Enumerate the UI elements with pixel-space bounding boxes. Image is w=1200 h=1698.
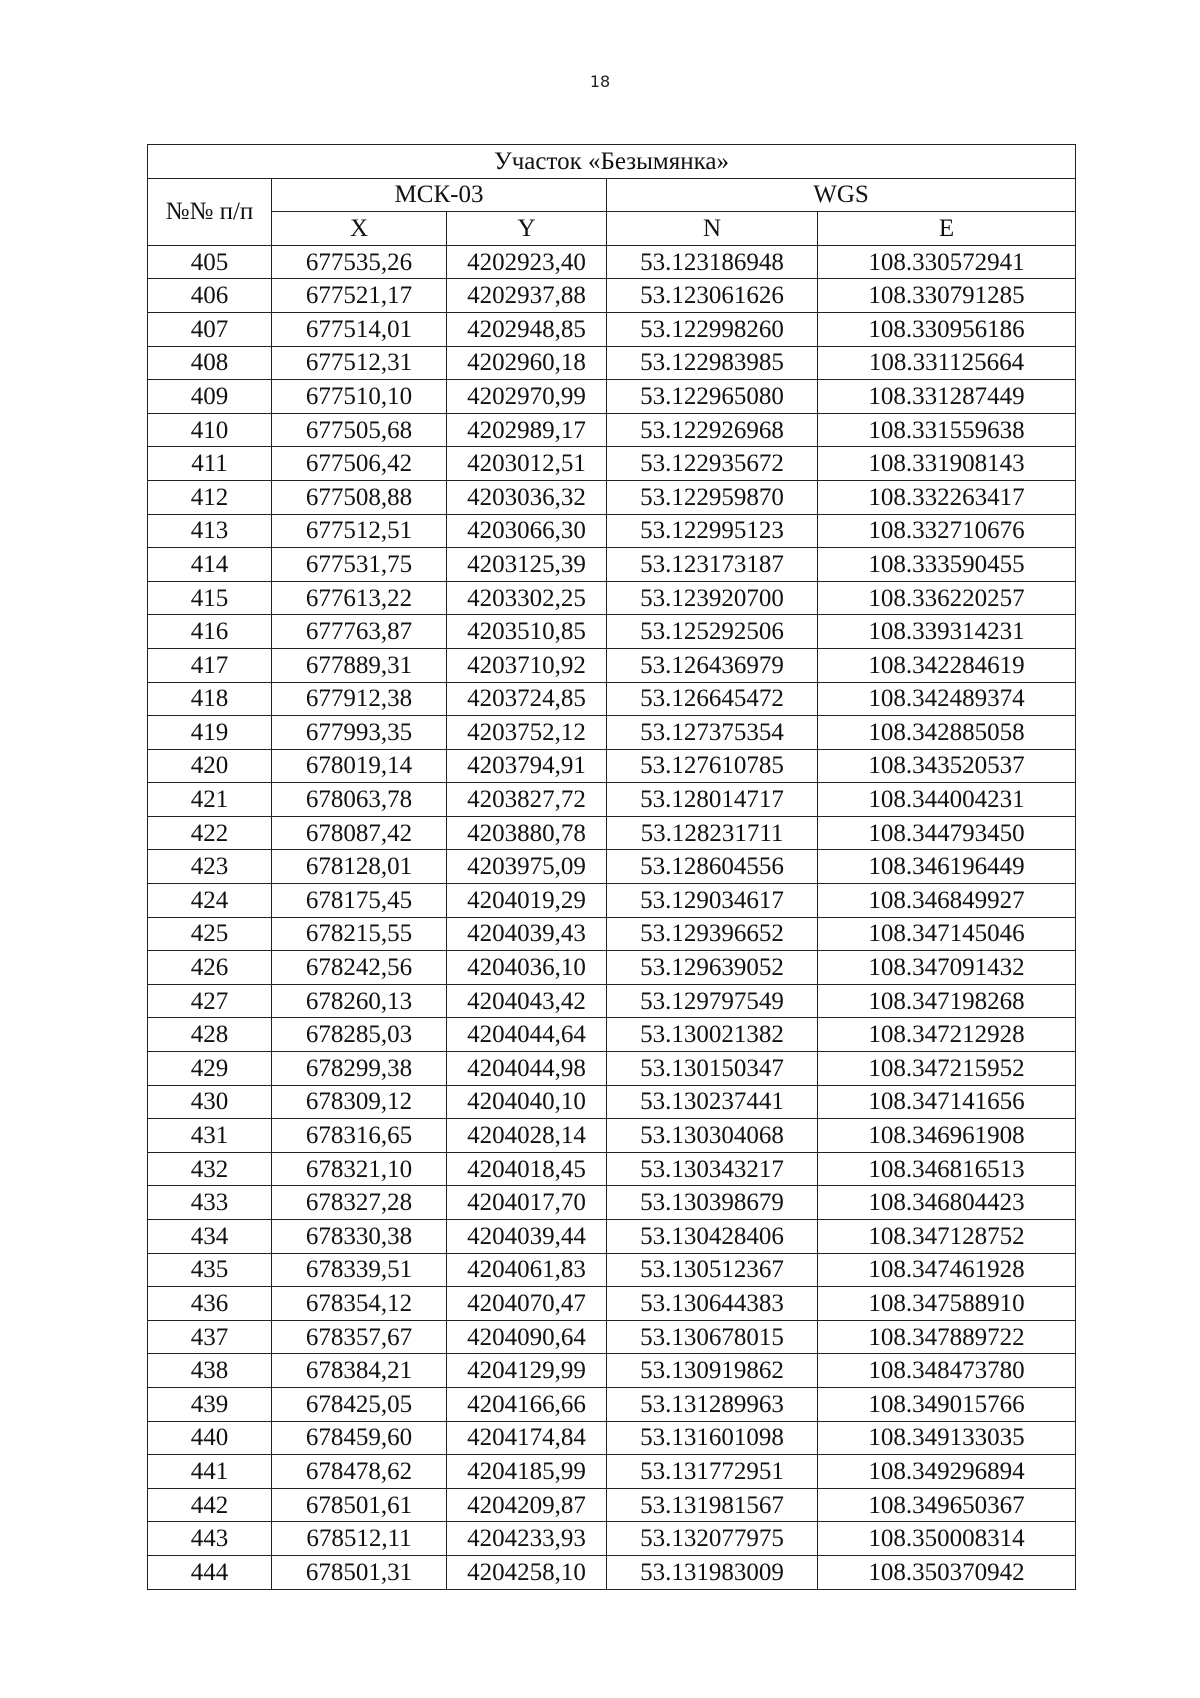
- table-row: [148, 1421, 1076, 1455]
- cell-x: 678215,55: [272, 917, 447, 951]
- cell-e: 108.330956186: [818, 312, 1076, 346]
- cell-n: 53.130512367: [607, 1253, 818, 1287]
- cell-y: 4204258,10: [447, 1555, 607, 1589]
- cell-x: 678512,11: [272, 1522, 447, 1556]
- cell-x: 678285,03: [272, 1018, 447, 1052]
- cell-x: 678459,60: [272, 1421, 447, 1455]
- cell-n: 53.128604556: [607, 850, 818, 884]
- cell-n: 53.125292506: [607, 615, 818, 649]
- cell-y: 4204233,93: [447, 1522, 607, 1556]
- table-body: [148, 245, 1076, 1589]
- table-title: Участок «Безымянка»: [148, 145, 1076, 179]
- cell-n: 53.132077975: [607, 1522, 818, 1556]
- cell-e: 108.349650367: [818, 1488, 1076, 1522]
- cell-e: 108.342284619: [818, 648, 1076, 682]
- cell-num: 415: [148, 581, 272, 615]
- coordinates-table: [147, 144, 1076, 1590]
- cell-y: 4203752,12: [447, 716, 607, 750]
- cell-e: 108.331559638: [818, 413, 1076, 447]
- cell-x: 678327,28: [272, 1186, 447, 1220]
- table-row: [148, 1085, 1076, 1119]
- cell-num: 430: [148, 1085, 272, 1119]
- table-row: [148, 917, 1076, 951]
- cell-x: 677508,88: [272, 480, 447, 514]
- cell-y: 4204043,42: [447, 984, 607, 1018]
- table-row: [148, 581, 1076, 615]
- cell-n: 53.127610785: [607, 749, 818, 783]
- cell-num: 443: [148, 1522, 272, 1556]
- cell-e: 108.342489374: [818, 682, 1076, 716]
- cell-n: 53.122926968: [607, 413, 818, 447]
- cell-x: 678309,12: [272, 1085, 447, 1119]
- cell-num: 427: [148, 984, 272, 1018]
- cell-n: 53.122995123: [607, 514, 818, 548]
- cell-n: 53.126645472: [607, 682, 818, 716]
- cell-e: 108.350370942: [818, 1555, 1076, 1589]
- cell-e: 108.347461928: [818, 1253, 1076, 1287]
- cell-y: 4204129,99: [447, 1354, 607, 1388]
- cell-n: 53.130428406: [607, 1220, 818, 1254]
- table-row: [148, 1186, 1076, 1220]
- table-row: [148, 682, 1076, 716]
- cell-e: 108.346804423: [818, 1186, 1076, 1220]
- page-number: 18: [589, 72, 611, 91]
- cell-n: 53.130398679: [607, 1186, 818, 1220]
- cell-n: 53.130644383: [607, 1287, 818, 1321]
- cell-e: 108.347198268: [818, 984, 1076, 1018]
- table-row: [148, 783, 1076, 817]
- cell-e: 108.348473780: [818, 1354, 1076, 1388]
- cell-e: 108.336220257: [818, 581, 1076, 615]
- cell-num: 416: [148, 615, 272, 649]
- cell-e: 108.347128752: [818, 1220, 1076, 1254]
- header-msk-group: МСК-03: [272, 178, 607, 212]
- cell-num: 413: [148, 514, 272, 548]
- cell-n: 53.130919862: [607, 1354, 818, 1388]
- table-row: [148, 1253, 1076, 1287]
- cell-x: 678128,01: [272, 850, 447, 884]
- table-row: [148, 1119, 1076, 1153]
- cell-num: 437: [148, 1320, 272, 1354]
- cell-x: 678242,56: [272, 951, 447, 985]
- cell-y: 4204061,83: [447, 1253, 607, 1287]
- cell-e: 108.346849927: [818, 884, 1076, 918]
- cell-n: 53.130343217: [607, 1152, 818, 1186]
- table-row: [148, 346, 1076, 380]
- cell-y: 4204185,99: [447, 1455, 607, 1489]
- cell-e: 108.346196449: [818, 850, 1076, 884]
- cell-x: 678384,21: [272, 1354, 447, 1388]
- cell-num: 434: [148, 1220, 272, 1254]
- cell-n: 53.130304068: [607, 1119, 818, 1153]
- cell-x: 678019,14: [272, 749, 447, 783]
- cell-n: 53.122935672: [607, 447, 818, 481]
- cell-y: 4202960,18: [447, 346, 607, 380]
- cell-e: 108.349015766: [818, 1387, 1076, 1421]
- cell-y: 4204040,10: [447, 1085, 607, 1119]
- cell-num: 425: [148, 917, 272, 951]
- cell-y: 4203066,30: [447, 514, 607, 548]
- cell-y: 4204039,43: [447, 917, 607, 951]
- cell-num: 424: [148, 884, 272, 918]
- cell-y: 4204044,64: [447, 1018, 607, 1052]
- cell-x: 678501,31: [272, 1555, 447, 1589]
- cell-y: 4204018,45: [447, 1152, 607, 1186]
- table-row: [148, 413, 1076, 447]
- cell-n: 53.122959870: [607, 480, 818, 514]
- cell-n: 53.128231711: [607, 816, 818, 850]
- cell-n: 53.130678015: [607, 1320, 818, 1354]
- table-row: [148, 1220, 1076, 1254]
- cell-x: 678260,13: [272, 984, 447, 1018]
- cell-x: 677512,51: [272, 514, 447, 548]
- cell-e: 108.349133035: [818, 1421, 1076, 1455]
- cell-num: 419: [148, 716, 272, 750]
- cell-n: 53.129797549: [607, 984, 818, 1018]
- cell-x: 678175,45: [272, 884, 447, 918]
- cell-e: 108.347091432: [818, 951, 1076, 985]
- cell-num: 418: [148, 682, 272, 716]
- cell-num: 440: [148, 1421, 272, 1455]
- cell-y: 4203510,85: [447, 615, 607, 649]
- table-row: [148, 480, 1076, 514]
- cell-y: 4203012,51: [447, 447, 607, 481]
- cell-e: 108.346816513: [818, 1152, 1076, 1186]
- table-row: [148, 447, 1076, 481]
- cell-num: 435: [148, 1253, 272, 1287]
- cell-e: 108.331125664: [818, 346, 1076, 380]
- cell-n: 53.123920700: [607, 581, 818, 615]
- cell-x: 678354,12: [272, 1287, 447, 1321]
- cell-e: 108.347889722: [818, 1320, 1076, 1354]
- table-row: [148, 951, 1076, 985]
- header-y: Y: [447, 212, 607, 246]
- cell-num: 409: [148, 380, 272, 414]
- cell-e: 108.349296894: [818, 1455, 1076, 1489]
- cell-y: 4203302,25: [447, 581, 607, 615]
- cell-y: 4203036,32: [447, 480, 607, 514]
- cell-x: 677613,22: [272, 581, 447, 615]
- cell-x: 677512,31: [272, 346, 447, 380]
- table-row: [148, 1287, 1076, 1321]
- cell-y: 4204174,84: [447, 1421, 607, 1455]
- cell-x: 678316,65: [272, 1119, 447, 1153]
- cell-e: 108.344793450: [818, 816, 1076, 850]
- cell-x: 677535,26: [272, 245, 447, 279]
- header-e: E: [818, 212, 1076, 246]
- table-row: [148, 1455, 1076, 1489]
- table-row: [148, 816, 1076, 850]
- cell-num: 426: [148, 951, 272, 985]
- cell-num: 411: [148, 447, 272, 481]
- cell-num: 423: [148, 850, 272, 884]
- cell-e: 108.343520537: [818, 749, 1076, 783]
- cell-y: 4202989,17: [447, 413, 607, 447]
- cell-y: 4202937,88: [447, 279, 607, 313]
- cell-e: 108.350008314: [818, 1522, 1076, 1556]
- table-row: [148, 984, 1076, 1018]
- table-row: [148, 850, 1076, 884]
- table-row: [148, 1018, 1076, 1052]
- cell-num: 414: [148, 548, 272, 582]
- cell-e: 108.332710676: [818, 514, 1076, 548]
- cell-y: 4203880,78: [447, 816, 607, 850]
- cell-n: 53.123173187: [607, 548, 818, 582]
- table-row: [148, 1152, 1076, 1186]
- cell-num: 433: [148, 1186, 272, 1220]
- cell-e: 108.330572941: [818, 245, 1076, 279]
- cell-num: 441: [148, 1455, 272, 1489]
- table-row: [148, 514, 1076, 548]
- cell-e: 108.332263417: [818, 480, 1076, 514]
- table-row: [148, 749, 1076, 783]
- table-row: [148, 1555, 1076, 1589]
- cell-num: 428: [148, 1018, 272, 1052]
- cell-x: 678321,10: [272, 1152, 447, 1186]
- cell-x: 678357,67: [272, 1320, 447, 1354]
- cell-num: 442: [148, 1488, 272, 1522]
- cell-n: 53.126436979: [607, 648, 818, 682]
- cell-n: 53.131981567: [607, 1488, 818, 1522]
- cell-n: 53.122965080: [607, 380, 818, 414]
- header-wgs-group: WGS: [607, 178, 1076, 212]
- cell-y: 4204028,14: [447, 1119, 607, 1153]
- cell-x: 678339,51: [272, 1253, 447, 1287]
- cell-num: 407: [148, 312, 272, 346]
- cell-e: 108.339314231: [818, 615, 1076, 649]
- table-row: [148, 1320, 1076, 1354]
- table-row: [148, 279, 1076, 313]
- cell-n: 53.127375354: [607, 716, 818, 750]
- table-row: [148, 884, 1076, 918]
- cell-num: 421: [148, 783, 272, 817]
- cell-num: 436: [148, 1287, 272, 1321]
- cell-e: 108.330791285: [818, 279, 1076, 313]
- table-row: [148, 1387, 1076, 1421]
- cell-x: 678478,62: [272, 1455, 447, 1489]
- cell-e: 108.347141656: [818, 1085, 1076, 1119]
- cell-e: 108.347588910: [818, 1287, 1076, 1321]
- header-x: X: [272, 212, 447, 246]
- table-row: [148, 1522, 1076, 1556]
- cell-x: 677521,17: [272, 279, 447, 313]
- table-row: [148, 1354, 1076, 1388]
- cell-x: 678299,38: [272, 1052, 447, 1086]
- cell-y: 4202970,99: [447, 380, 607, 414]
- header-n: N: [607, 212, 818, 246]
- cell-y: 4203710,92: [447, 648, 607, 682]
- cell-y: 4204017,70: [447, 1186, 607, 1220]
- table-row: [148, 1488, 1076, 1522]
- cell-num: 444: [148, 1555, 272, 1589]
- cell-x: 677531,75: [272, 548, 447, 582]
- cell-x: 677506,42: [272, 447, 447, 481]
- cell-x: 677912,38: [272, 682, 447, 716]
- cell-n: 53.128014717: [607, 783, 818, 817]
- cell-x: 678063,78: [272, 783, 447, 817]
- table-row: [148, 615, 1076, 649]
- cell-num: 439: [148, 1387, 272, 1421]
- cell-n: 53.130150347: [607, 1052, 818, 1086]
- cell-e: 108.347212928: [818, 1018, 1076, 1052]
- cell-n: 53.122998260: [607, 312, 818, 346]
- cell-e: 108.344004231: [818, 783, 1076, 817]
- cell-x: 677510,10: [272, 380, 447, 414]
- table-row: [148, 380, 1076, 414]
- table-row: [148, 312, 1076, 346]
- cell-n: 53.129639052: [607, 951, 818, 985]
- cell-n: 53.130237441: [607, 1085, 818, 1119]
- cell-e: 108.346961908: [818, 1119, 1076, 1153]
- table-row: [148, 1052, 1076, 1086]
- cell-num: 406: [148, 279, 272, 313]
- cell-num: 405: [148, 245, 272, 279]
- cell-num: 412: [148, 480, 272, 514]
- table-row: [148, 548, 1076, 582]
- cell-y: 4203827,72: [447, 783, 607, 817]
- cell-num: 438: [148, 1354, 272, 1388]
- cell-y: 4204039,44: [447, 1220, 607, 1254]
- cell-e: 108.347145046: [818, 917, 1076, 951]
- cell-x: 677889,31: [272, 648, 447, 682]
- cell-y: 4204044,98: [447, 1052, 607, 1086]
- cell-x: 677514,01: [272, 312, 447, 346]
- cell-y: 4204166,66: [447, 1387, 607, 1421]
- cell-y: 4204209,87: [447, 1488, 607, 1522]
- table-row: [148, 716, 1076, 750]
- cell-x: 678425,05: [272, 1387, 447, 1421]
- cell-num: 410: [148, 413, 272, 447]
- cell-num: 429: [148, 1052, 272, 1086]
- cell-num: 431: [148, 1119, 272, 1153]
- cell-n: 53.122983985: [607, 346, 818, 380]
- cell-n: 53.131601098: [607, 1421, 818, 1455]
- cell-n: 53.131289963: [607, 1387, 818, 1421]
- cell-y: 4202923,40: [447, 245, 607, 279]
- cell-x: 677505,68: [272, 413, 447, 447]
- cell-e: 108.347215952: [818, 1052, 1076, 1086]
- cell-y: 4203724,85: [447, 682, 607, 716]
- cell-n: 53.129034617: [607, 884, 818, 918]
- cell-y: 4204019,29: [447, 884, 607, 918]
- table-row: [148, 245, 1076, 279]
- cell-n: 53.123186948: [607, 245, 818, 279]
- cell-num: 417: [148, 648, 272, 682]
- table-row: [148, 648, 1076, 682]
- cell-n: 53.130021382: [607, 1018, 818, 1052]
- cell-y: 4203975,09: [447, 850, 607, 884]
- cell-y: 4204090,64: [447, 1320, 607, 1354]
- cell-x: 677993,35: [272, 716, 447, 750]
- cell-n: 53.131772951: [607, 1455, 818, 1489]
- cell-num: 420: [148, 749, 272, 783]
- cell-x: 678087,42: [272, 816, 447, 850]
- cell-n: 53.123061626: [607, 279, 818, 313]
- cell-e: 108.331287449: [818, 380, 1076, 414]
- cell-num: 422: [148, 816, 272, 850]
- header-num: №№ п/п: [148, 178, 272, 245]
- cell-n: 53.129396652: [607, 917, 818, 951]
- cell-x: 678330,38: [272, 1220, 447, 1254]
- cell-n: 53.131983009: [607, 1555, 818, 1589]
- cell-e: 108.333590455: [818, 548, 1076, 582]
- cell-y: 4203125,39: [447, 548, 607, 582]
- cell-num: 408: [148, 346, 272, 380]
- cell-y: 4204036,10: [447, 951, 607, 985]
- cell-e: 108.342885058: [818, 716, 1076, 750]
- cell-y: 4203794,91: [447, 749, 607, 783]
- cell-num: 432: [148, 1152, 272, 1186]
- cell-y: 4204070,47: [447, 1287, 607, 1321]
- cell-y: 4202948,85: [447, 312, 607, 346]
- cell-e: 108.331908143: [818, 447, 1076, 481]
- cell-x: 678501,61: [272, 1488, 447, 1522]
- cell-x: 677763,87: [272, 615, 447, 649]
